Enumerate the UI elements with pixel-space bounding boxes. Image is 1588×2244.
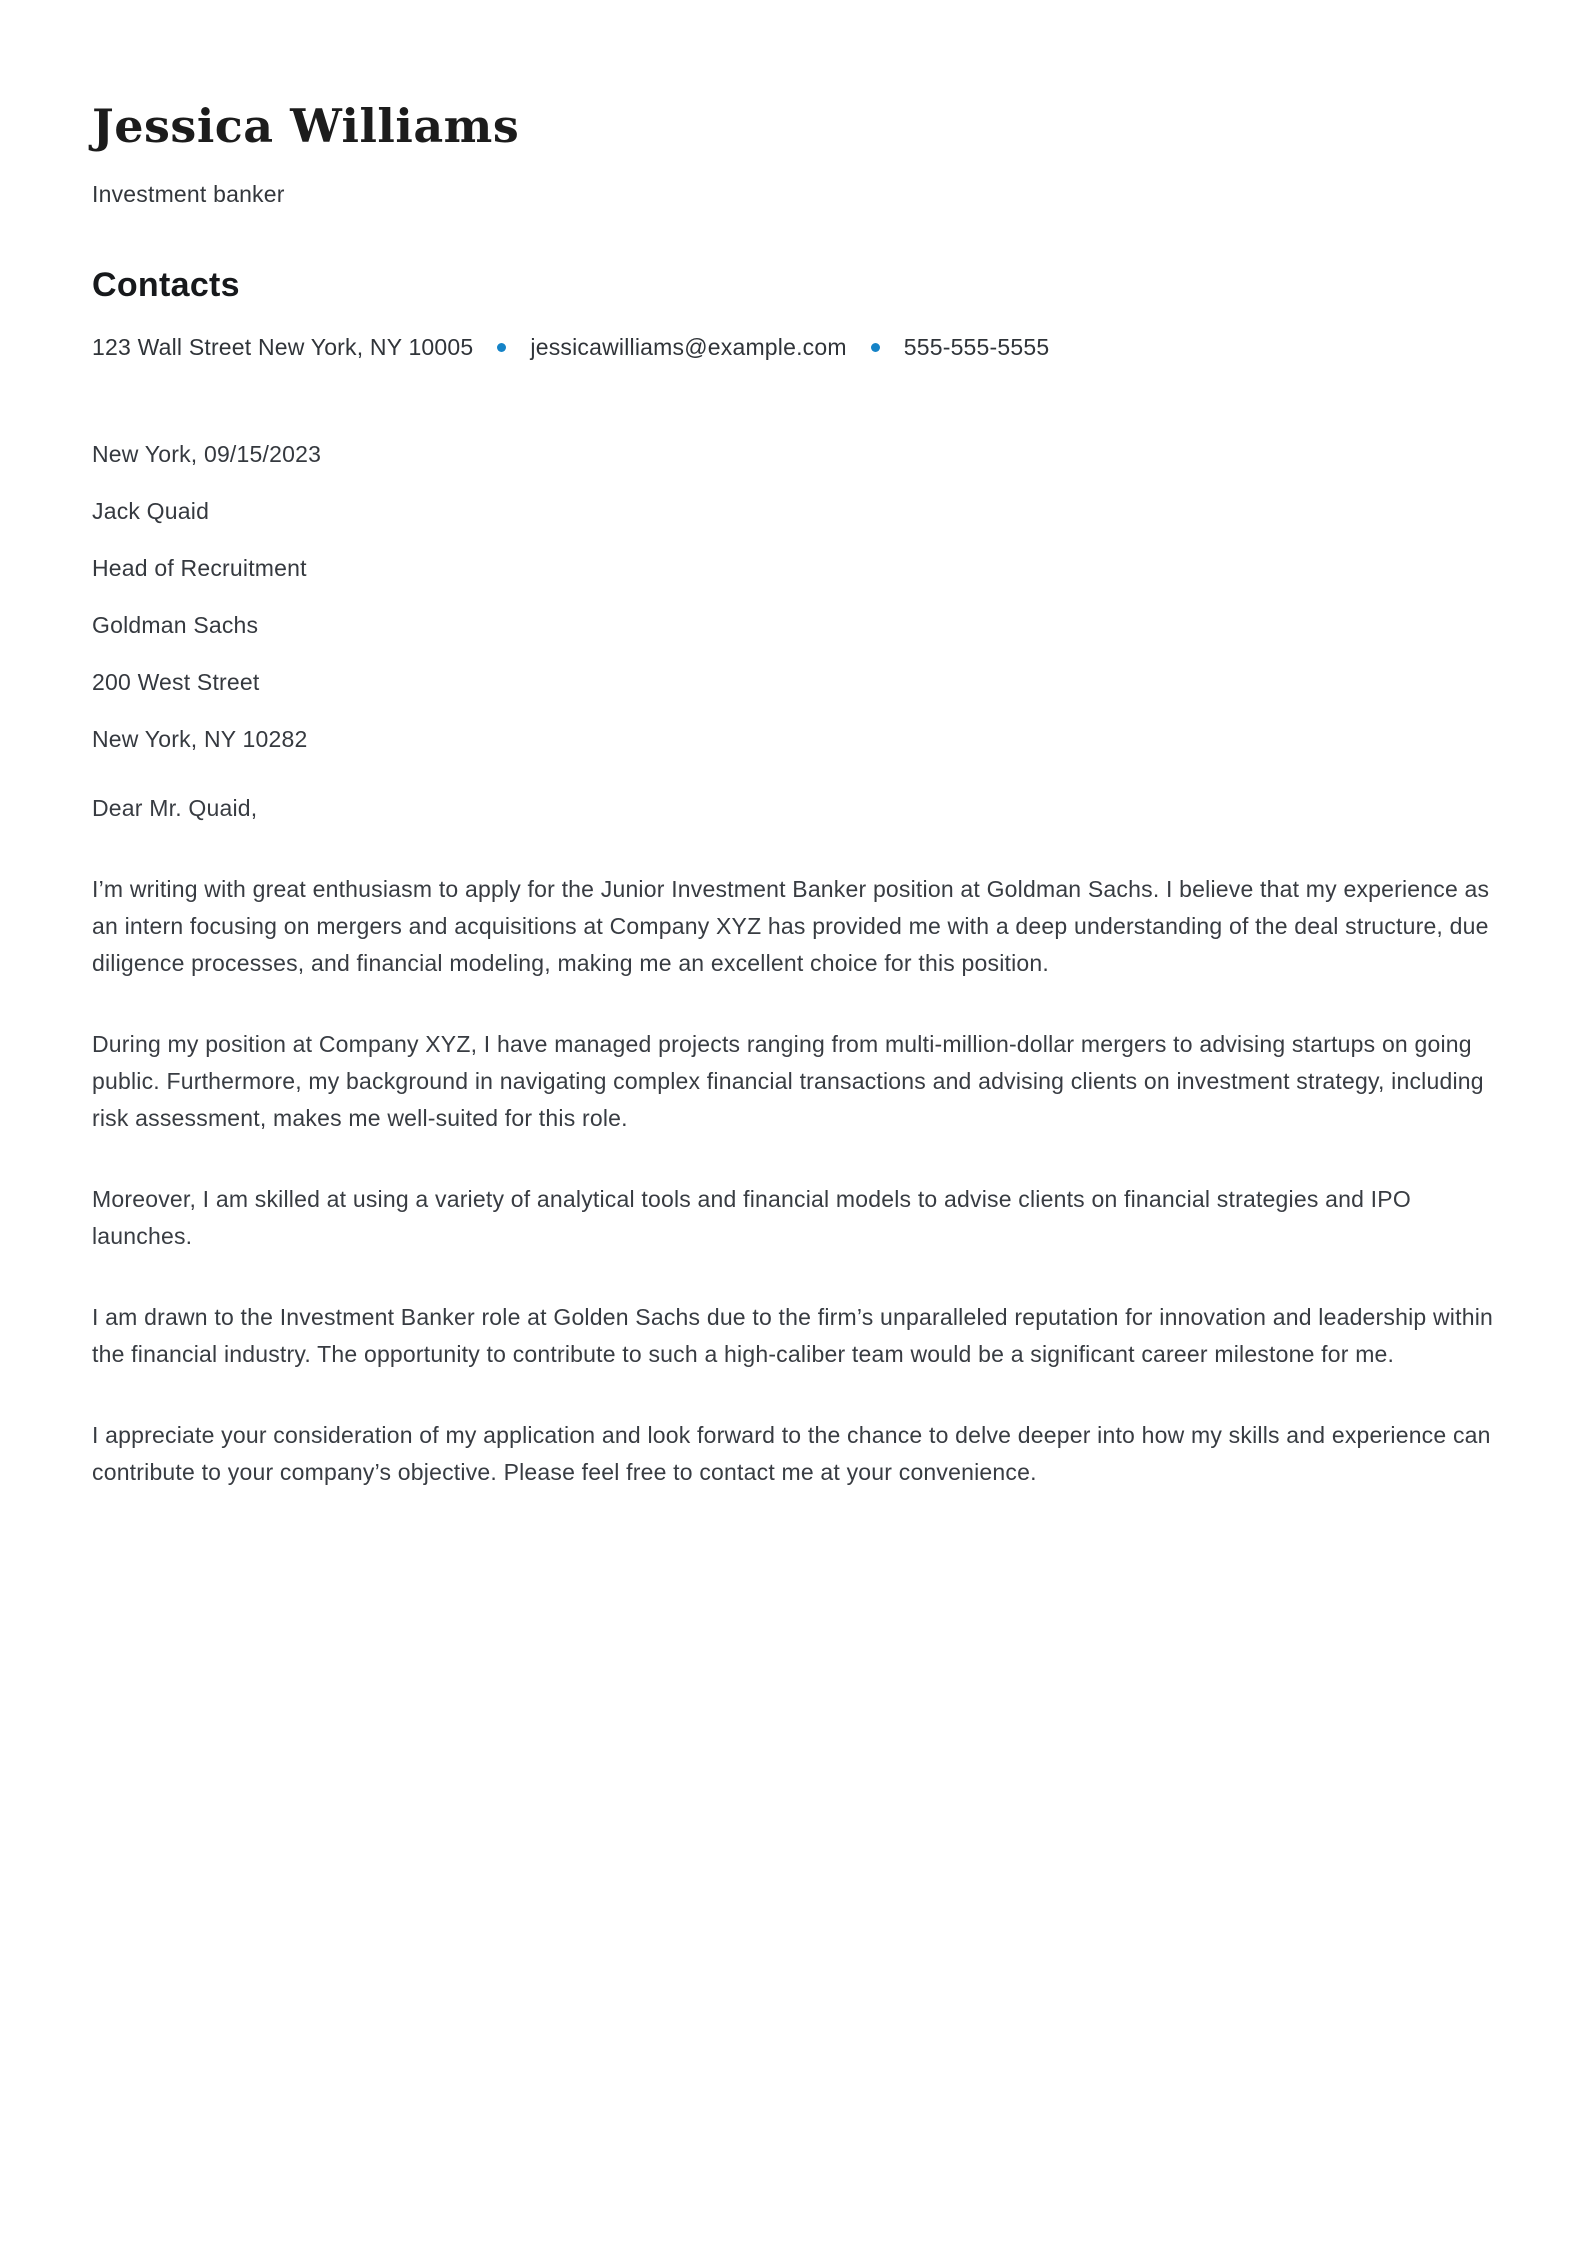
recipient-title: Head of Recruitment: [92, 554, 307, 581]
letter-body: [92, 790, 1496, 1491]
letter-paragraph: I am drawn to the Investment Banker role at Golden Sachs due to the firm’s unparalleled reputation for innovation and leadership within the financial industry. The opportunity to contribute to such a high-caliber team would be a significant career milestone for me.: [92, 1303, 1493, 1367]
letter-paragraph: I appreciate your consideration of my application and look forward to the chance to delve deeper into how my skills and experience can contribute to your company’s objective. Please feel free to contact me at your convenience.: [92, 1421, 1491, 1485]
page-title: Jessica Williams: [92, 99, 520, 153]
recipient-city: New York, NY 10282: [92, 725, 308, 752]
recipient-street: 200 West Street: [92, 668, 260, 695]
recipient-address-block: [92, 438, 1496, 756]
date-line: New York, 09/15/2023: [92, 440, 322, 467]
contacts-heading: Contacts: [92, 265, 240, 304]
contact-row: [92, 331, 1496, 364]
salutation: Dear Mr. Quaid,: [92, 794, 258, 821]
contact-item-email: jessicawilliams@example.com: [530, 333, 847, 360]
contact-item-phone: 555-555-5555: [903, 333, 1050, 360]
contact-item-address: 123 Wall Street New York, NY 10005: [92, 333, 474, 360]
letter-paragraph: I’m writing with great enthusiasm to apply for the Junior Investment Banker position at Goldman Sachs. I believe that my experience as an intern focusing on mergers and acquisitions at Company XYZ has provided me with a deep understanding of the deal structure, due diligence processes, and financial modeling, making me an excellent choice for this position.: [92, 875, 1490, 976]
recipient-company: Goldman Sachs: [92, 611, 259, 638]
letter-paragraph: Moreover, I am skilled at using a variety of analytical tools and financial models to advise clients on financial strategies and IPO launches.: [92, 1185, 1411, 1249]
dot-separator-icon: [871, 343, 880, 352]
recipient-name: Jack Quaid: [92, 497, 210, 524]
dot-separator-icon: [497, 343, 506, 352]
job-title: Investment banker: [92, 180, 285, 207]
letter-paragraph: During my position at Company XYZ, I have managed projects ranging from multi-million-dollar mergers to advising startups on going public. Furthermore, my background in navigating complex financial transactions and advising clients on investment strategy, including risk assessment, makes me well-suited for this role.: [92, 1030, 1484, 1131]
